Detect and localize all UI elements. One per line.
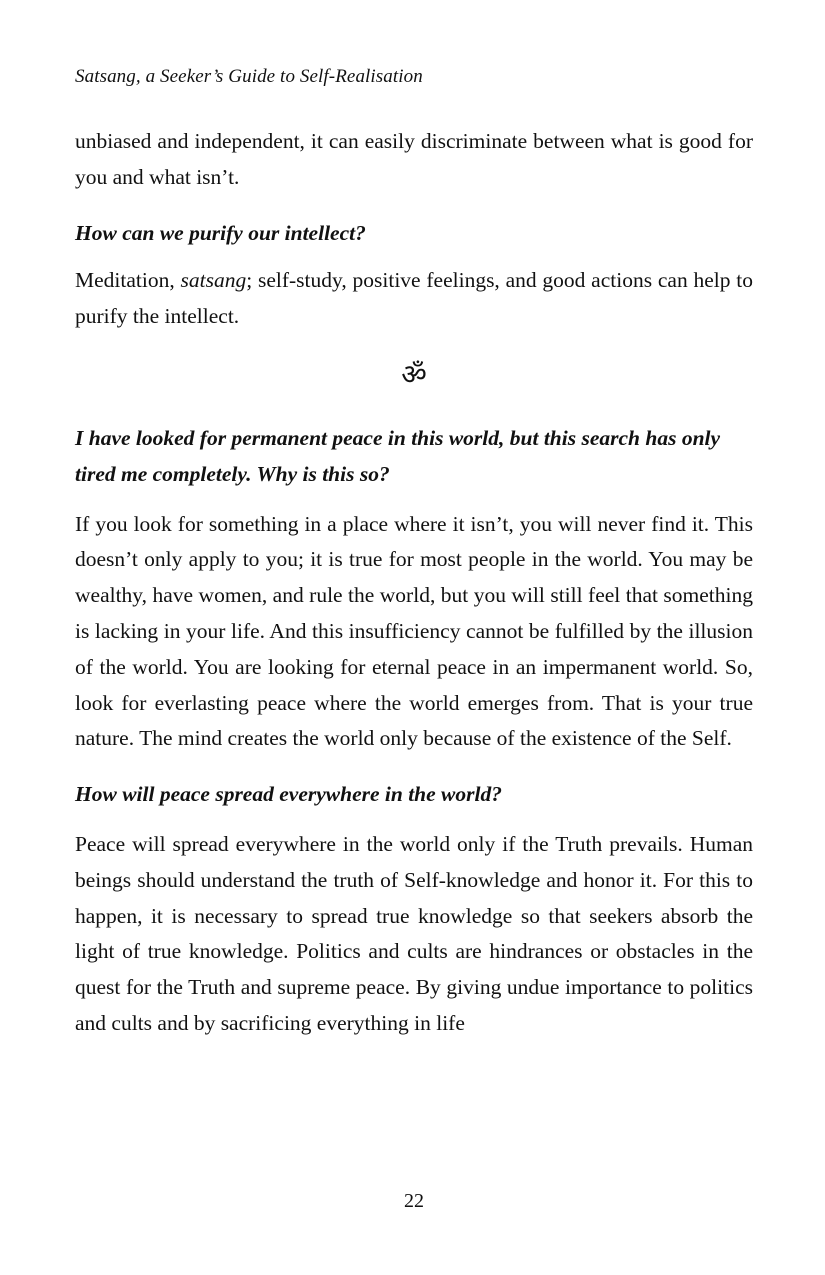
- emphasized-term: satsang: [180, 268, 247, 293]
- book-page: [75, 0, 753, 1275]
- question-heading: How will peace spread everywhere in the world?: [75, 782, 502, 807]
- page-body: [75, 124, 753, 1042]
- question-heading: How can we purify our intellect?: [75, 220, 366, 245]
- question-heading: I have looked for permanent peace in this world, but this search has only tired me completely. Why is this so?: [75, 425, 721, 486]
- continued-paragraph: unbiased and independent, it can easily discriminate between what is good for you and what isn’t.: [75, 129, 753, 189]
- page-number: 22: [404, 1190, 424, 1212]
- answer-paragraph: If you look for something in a place where it isn’t, you will never find it. This doesn’t only apply to you; it is true for most people in the world. You may be wealthy, have women, and rule the world, but you will still feel that something is lacking in your life. And this insufficiency cannot be fulfilled by the illusion of the world. You are looking for eternal peace in an impermanent world. So, look for everlasting peace where the world emerges from. That is your true nature. The mind creates the world only because of the existence of the Self.: [75, 511, 753, 751]
- running-header: Satsang, a Seeker’s Guide to Self-Realisation: [75, 66, 423, 87]
- om-separator-icon: ॐ: [401, 357, 427, 391]
- answer-paragraph: [75, 263, 753, 335]
- answer-paragraph: Peace will spread everywhere in the world only if the Truth prevails. Human beings should understand the truth of Self-knowledge and honor it. For this to happen, it is necessary to spread true knowledge so that seekers absorb the light of true knowledge. Politics and cults are hindrances or obstacles in the quest for the Truth and supreme peace. By giving undue importance to politics and cults and by sacrificing everything in life: [75, 831, 753, 1035]
- answer-text-end: ; self-study, positive feelings, and good actions can help to purify the intellect.: [75, 268, 753, 329]
- answer-text-start: Meditation,: [75, 268, 181, 293]
